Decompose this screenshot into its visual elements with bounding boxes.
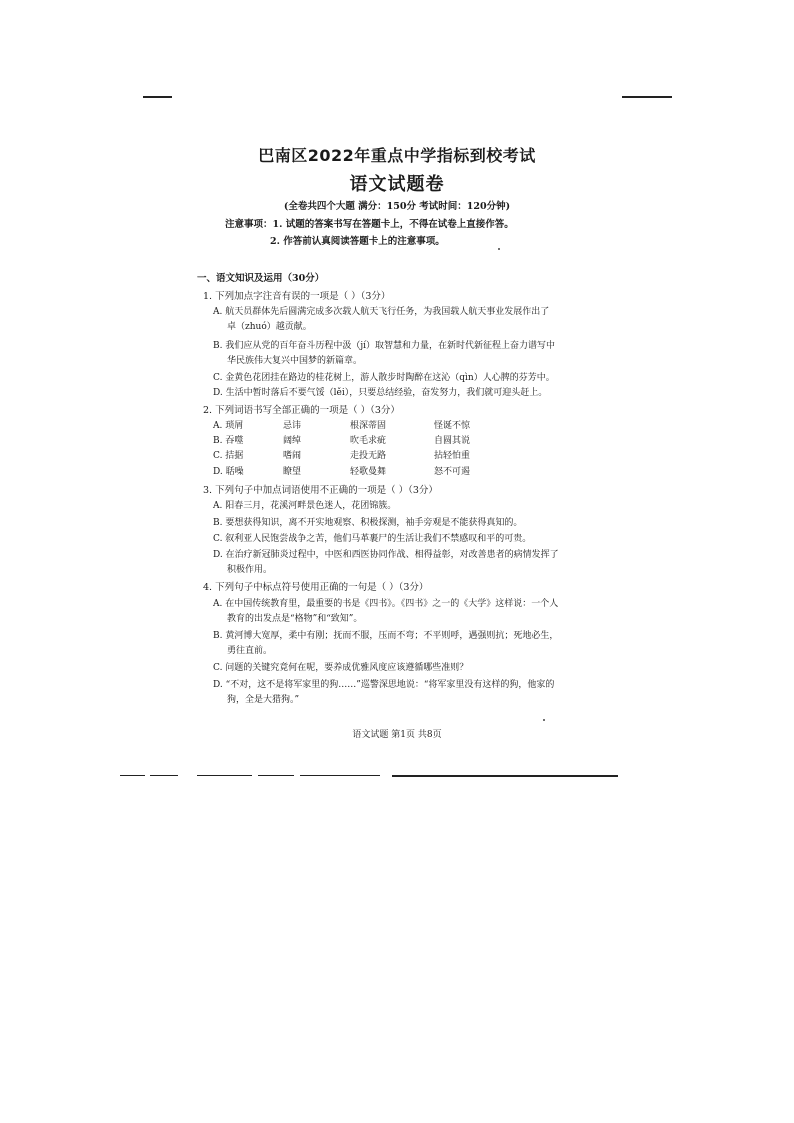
q2-option-d-word-4: 怒不可遏 bbox=[434, 467, 471, 477]
question-1-option-a-cont: 卓（zhuó）越贡献。 bbox=[227, 322, 312, 332]
q2-option-c-word-3: 走投无路 bbox=[350, 451, 387, 461]
q2-option-d-word-1: D. 聒噪 bbox=[213, 467, 244, 477]
page-footer: 语文试题 第1页 共8页 bbox=[352, 730, 442, 740]
question-4-option-d: D. “不对，这不是将军家里的狗……”巡警深思地说：“将军家里没有这样的狗，他家的 bbox=[213, 680, 555, 690]
question-3-stem: 3. 下列句子中加点词语使用不正确的一项是（ ）（3分） bbox=[203, 485, 438, 496]
question-3-option-d-cont: 积极作用。 bbox=[227, 565, 273, 575]
question-3-option-c: C. 叙利亚人民饱尝战争之苦，他们马革裹尸的生活让我们不禁感叹和平的可贵。 bbox=[213, 534, 532, 544]
question-1-stem: 1. 下列加点字注音有误的一项是（ ）（3分） bbox=[203, 291, 391, 302]
question-3-option-a: A. 阳春三月，花溪河畔景色迷人，花团锦簇。 bbox=[213, 501, 397, 511]
q2-option-d-word-2: 瞭望 bbox=[283, 467, 302, 477]
scan-speck bbox=[543, 719, 545, 721]
question-3-option-b: B. 要想获得知识，离不开实地观察、积极探测，袖手旁观是不能获得真知的。 bbox=[213, 518, 523, 528]
q2-option-c-word-4: 拈轻怕重 bbox=[434, 451, 471, 461]
q2-option-b-word-3: 吹毛求疵 bbox=[350, 436, 387, 446]
exam-info: (全卷共四个大题 满分：150分 考试时间：120分钟) bbox=[283, 201, 511, 212]
scan-rule-bottom-5 bbox=[300, 775, 380, 776]
q2-option-b-word-1: B. 吞噬 bbox=[213, 436, 244, 446]
question-4-option-c: C. 问题的关键究竟何在呢，要养成优雅风度应该遵循哪些准则？ bbox=[213, 663, 469, 673]
question-2-stem: 2. 下列词语书写全部正确的一项是（ ）（3分） bbox=[203, 405, 400, 416]
question-4-option-a-cont: 教育的出发点是“格物”和“致知”。 bbox=[227, 614, 363, 624]
question-4-option-d-cont: 狗，全是大猎狗。” bbox=[227, 695, 300, 705]
q2-option-c-word-1: C. 拮据 bbox=[213, 451, 244, 461]
scan-rule-bottom-1 bbox=[120, 775, 145, 776]
notice-line-1: 注意事项：1. 试题的答案书写在答题卡上，不得在试卷上直接作答。 bbox=[225, 219, 514, 230]
scan-rule-bottom-6 bbox=[392, 775, 618, 777]
scan-rule-top-left bbox=[143, 96, 172, 98]
scan-rule-top-right bbox=[622, 96, 672, 98]
question-4-stem: 4. 下列句子中标点符号使用正确的一句是（ ）（3分） bbox=[203, 582, 429, 593]
question-1-option-d: D. 生活中暂时落后不要气馁（lěi），只要总结经验，奋发努力，我们就可迎头赶上。 bbox=[213, 388, 548, 398]
q2-option-b-word-2: 阔绰 bbox=[283, 436, 302, 446]
question-1-option-c: C. 金黄色花团挂在路边的桂花树上，游人散步时陶醉在这沁（qìn）人心脾的芬芳中。 bbox=[213, 373, 555, 383]
scan-rule-bottom-3 bbox=[197, 775, 252, 776]
section-heading: 一、语文知识及运用（30分） bbox=[197, 273, 325, 284]
question-1-option-a: A. 航天员群体先后圆满完成多次载人航天飞行任务，为我国载人航天事业发展作出了 bbox=[213, 307, 550, 317]
question-3-option-d: D. 在治疗新冠肺炎过程中，中医和西医协同作战、相得益彰，对改善患者的病情发挥了 bbox=[213, 550, 559, 560]
q2-option-a-word-1: A. 琐屑 bbox=[213, 421, 244, 431]
q2-option-d-word-3: 轻歌曼舞 bbox=[350, 467, 387, 477]
question-1-option-b-cont: 华民族伟大复兴中国梦的新篇章。 bbox=[227, 356, 363, 366]
q2-option-c-word-2: 嗜闹 bbox=[283, 451, 302, 461]
paper-title: 语文试题卷 bbox=[349, 174, 445, 195]
question-4-option-b-cont: 勇往直前。 bbox=[227, 646, 273, 656]
exam-title: 巴南区2022年重点中学指标到校考试 bbox=[258, 146, 536, 165]
q2-option-b-word-4: 自圆其说 bbox=[434, 436, 471, 446]
q2-option-a-word-4: 怪诞不惊 bbox=[434, 421, 471, 431]
question-4-option-a: A. 在中国传统教育里，最重要的书是《四书》。《四书》之一的《大学》这样说：一个人 bbox=[213, 599, 559, 609]
q2-option-a-word-3: 根深蒂固 bbox=[350, 421, 387, 431]
q2-option-a-word-2: 忌讳 bbox=[283, 421, 302, 431]
scan-speck bbox=[498, 248, 500, 250]
scan-rule-bottom-4 bbox=[258, 775, 294, 776]
notice-line-2: 2. 作答前认真阅读答题卡上的注意事项。 bbox=[270, 236, 445, 247]
question-1-option-b: B. 我们应从党的百年奋斗历程中汲（jí）取智慧和力量，在新时代新征程上奋力谱写中 bbox=[213, 341, 556, 351]
question-4-option-b: B. 黄河博大宽厚，柔中有刚；抚而不服，压而不弯；不平则呼，遇强则抗；死地必生， bbox=[213, 631, 559, 641]
scan-rule-bottom-2 bbox=[150, 775, 178, 776]
